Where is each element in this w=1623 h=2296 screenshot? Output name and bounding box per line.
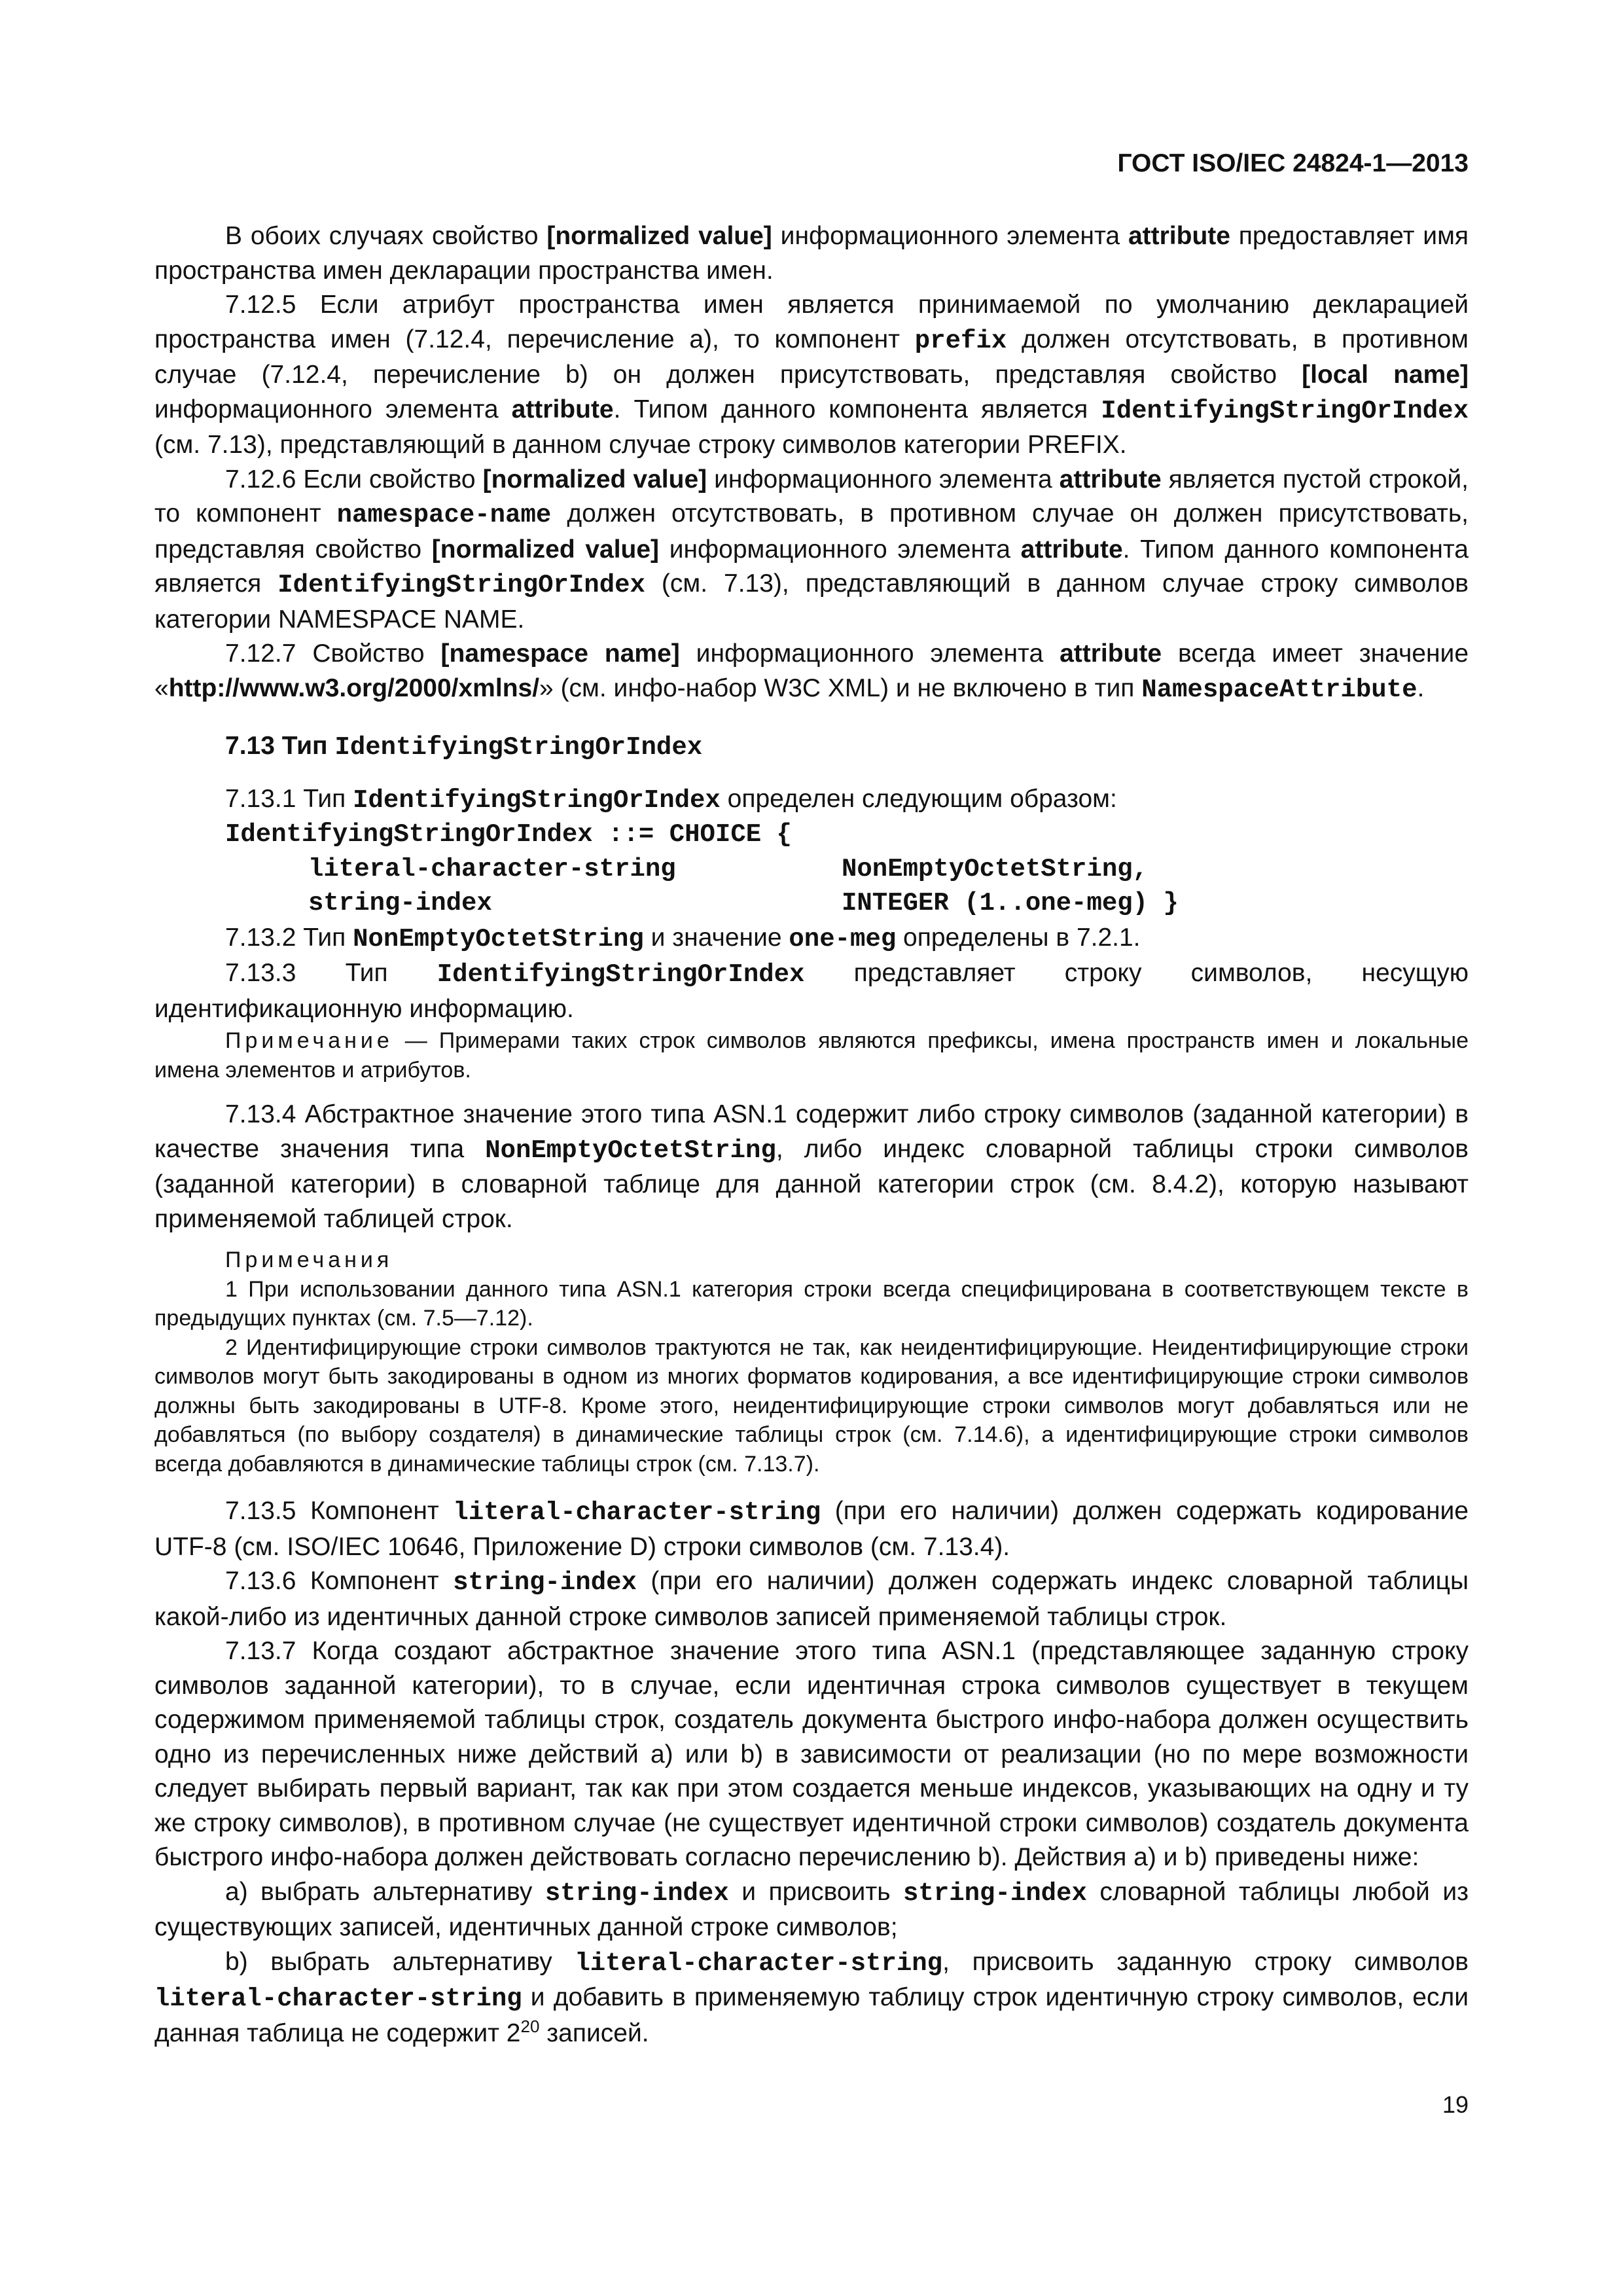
code-field-name: literal-character-string (308, 854, 676, 884)
text: 7.12.5 Если атрибут пространства имен является принимаемой по умолчанию декларацией пространства имен (7.12.4, перечисление a), то компонент (154, 291, 1469, 353)
paragraph-7-12-6 (154, 463, 1469, 637)
bold-term: [normalized value] (482, 465, 707, 493)
bold-term: attribute (1060, 639, 1162, 668)
text: a) выбрать альтернативу (225, 1877, 545, 1906)
text: информационного элемента (707, 465, 1060, 493)
text: является пустой строкой, то компонент (154, 465, 1469, 528)
code-term: NonEmptyOctetString (485, 1136, 776, 1165)
bold-term: attribute (1128, 222, 1230, 250)
paragraph-intro (154, 219, 1469, 288)
text: информационного элемента (772, 222, 1128, 250)
text: и присвоить (728, 1877, 904, 1906)
paragraph-7-13-2 (154, 921, 1469, 957)
code-term: IdentifyingStringOrIndex (353, 785, 721, 815)
page-content (154, 219, 1469, 2051)
text: , присвоить заданную строку символов (942, 1947, 1469, 1976)
text: информационного элемента (679, 639, 1060, 668)
text: 7.13.5 Компонент (225, 1497, 454, 1525)
text: В обоих случаях свойство (225, 222, 547, 250)
code-field-type: NonEmptyOctetString, (842, 854, 1149, 884)
text: . Типом данного компонента является (613, 395, 1101, 423)
text: . (1417, 673, 1425, 702)
text: 7.13.6 Компонент (225, 1567, 454, 1595)
code-term: NamespaceAttribute (1141, 675, 1418, 704)
code-row (154, 886, 1469, 921)
text: и добавить в применяемую таблицу строк идентичную строку символов, если данная таблица не содержит 2 (154, 1983, 1469, 2047)
text: 7.13.1 Тип (225, 784, 353, 813)
code-term: IdentifyingStringOrIndex (1101, 396, 1469, 425)
code-term: literal-character-string (575, 1948, 943, 1978)
text: 7.12.6 Если свойство (225, 465, 483, 493)
code-term: namespace-name (336, 501, 552, 529)
notes-block (154, 1246, 1469, 1479)
code-row (154, 852, 1469, 887)
text: , либо индекс словарной таблицы строки символов (заданной категории) в словарной таблице для данной категории строк (см. 8.4.2), которую называют применяемой таблицей строк. (154, 1134, 1469, 1233)
paragraph-7-13-7: 7.13.7 Когда создают абстрактное значение этого типа ASN.1 (представляющее заданную строку символов заданной категории), то в случае, если идентичная строка символов существует в текущем содержимом применяемой таблицы строк, создатель документа быстрого инфо-набора должен осуществить одно из перечисленных ниже действий a) или b) в зависимости от реализации (но по мере возможности следует выбирать первый вариант, так как при этом создается меньше индексов, указывающих на одну и ту же строку символов), в противном случае (не существует идентичной строки символов) создатель документа быстрого инфо-набора должен действовать согласно перечислению b). Действия a) и b) приведены ниже: (154, 1637, 1469, 1871)
paragraph-7-12-7 (154, 637, 1469, 707)
text: 7.12.7 Свойство (225, 639, 441, 668)
bold-term: [normalized value] (546, 222, 772, 250)
note-text: — Примерами таких строк символов являются префиксы, имена пространств имен и локальные имена элементов и атрибутов. (154, 1028, 1469, 1083)
note-label: Примечание (225, 1028, 393, 1053)
text: 7.13.2 Тип (225, 923, 353, 952)
list-item-a (154, 1875, 1469, 1945)
code-term: IdentifyingStringOrIndex (437, 960, 805, 989)
bold-term: [local name] (1302, 361, 1469, 389)
text: b) выбрать альтернативу (225, 1947, 575, 1976)
text: представляет строку символов, несущую идентификационную информацию. (154, 959, 1469, 1023)
notes-label: Примечания (225, 1247, 393, 1272)
text: должен отсутствовать, в противном случае он должен присутствовать, представляя свойство (154, 499, 1469, 564)
text: всегда имеет значение « (154, 639, 1469, 702)
list-item-b (154, 1945, 1469, 2051)
text: и значение (643, 923, 789, 952)
page-number: 19 (1442, 2091, 1469, 2118)
code-field-name: string-index (308, 889, 492, 918)
document-header: ГОСТ ISO/IEC 24824-1—2013 (1117, 149, 1469, 177)
code-field-type: INTEGER (1..one-meg) } (842, 889, 1179, 918)
bold-term: attribute (1059, 465, 1162, 493)
bold-term: attribute (1020, 535, 1123, 564)
code-term: one-meg (789, 924, 897, 954)
section-title (225, 729, 1469, 765)
paragraph-7-13-6 (154, 1564, 1469, 1634)
paragraph-7-13-1 (154, 782, 1469, 818)
text: записей. (539, 2018, 649, 2047)
code-term: IdentifyingStringOrIndex (277, 571, 645, 600)
section-name: IdentifyingStringOrIndex (334, 733, 703, 762)
text: информационного элемента (154, 395, 512, 423)
text: информационного элемента (659, 535, 1021, 564)
text: 7.13.4 Абстрактное значение этого типа ASN.1 содержит либо строку символов (заданной категории) в качестве значения типа (154, 1100, 1469, 1163)
text: 7.13.3 Тип (225, 959, 437, 987)
text: (при его наличии) должен содержать кодирование UTF-8 (см. ISO/IEC 10646, Приложение D) строки символов (см. 7.13.4). (154, 1497, 1469, 1561)
paragraph-7-13-3 (154, 956, 1469, 1026)
section-number: 7.13 Тип (225, 732, 335, 760)
code-term: string-index (453, 1568, 637, 1597)
bold-term: attribute (511, 395, 614, 423)
code-term: string-index (544, 1878, 729, 1908)
superscript: 20 (520, 2016, 540, 2036)
code-term: prefix (914, 326, 1007, 355)
text: . Типом данного компонента является (154, 535, 1469, 598)
text: определены в 7.2.1. (896, 923, 1141, 952)
code-term: literal-character-string (453, 1498, 821, 1527)
text: (см. 7.13), представляющий в данном случае строку символов категории NAMESPACE NAME. (154, 569, 1469, 634)
text: (см. 7.13), представляющий в данном случае строку символов категории PREFIX. (154, 431, 1127, 459)
text: должен отсутствовать, в противном случае (7.12.4, перечисление b) он должен присутствовать, представляя свойство (154, 325, 1469, 389)
code-definition-line: IdentifyingStringOrIndex ::= CHOICE { (225, 820, 792, 849)
note-item-2: 2 Идентифицирующие строки символов трактуются не так, как неидентифицирующие. Неидентифицирующие строки символов могут быть закодированы в одном из многих форматов кодирования, а все идентифицирующие строки символов должны быть закодированы в UTF-8. Кроме этого, неидентифицирующие строки символов могут добавляться или не добавляться (по выбору создателя) в динамические таблицы строк (см. 7.14.6), а идентифицирующие строки символов всегда добавляются в динамические таблицы строк (см. 7.13.7). (154, 1335, 1469, 1477)
note (154, 1026, 1469, 1085)
code-term: string-index (903, 1878, 1087, 1908)
url-link[interactable]: http://www.w3.org/2000/xmlns/ (168, 673, 540, 702)
code-term: literal-character-string (154, 1984, 522, 2013)
bold-term: [normalized value] (431, 535, 660, 564)
text: предоставляет имя пространства имен декларации пространства имен. (154, 222, 1469, 285)
text: » (см. инфо-набор W3C XML) и не включено в тип (539, 673, 1142, 702)
paragraph-7-13-5 (154, 1494, 1469, 1564)
text: определен следующим образом: (720, 784, 1117, 813)
bold-term: [namespace name] (440, 639, 680, 668)
text: словарной таблицы любой из существующих записей, идентичных данной строке символов; (154, 1877, 1469, 1941)
note-item-1: 1 При использовании данного типа ASN.1 категория строки всегда специфицирована в соответствующем тексте в предыдущих пунктах (см. 7.5—7.12). (154, 1276, 1469, 1331)
text: (при его наличии) должен содержать индекс словарной таблицы какой-либо из идентичных данной строке символов записей применяемой таблицы строк. (154, 1567, 1469, 1631)
code-term: NonEmptyOctetString (353, 924, 644, 954)
paragraph-7-13-4 (154, 1098, 1469, 1236)
paragraph-7-12-5 (154, 288, 1469, 463)
